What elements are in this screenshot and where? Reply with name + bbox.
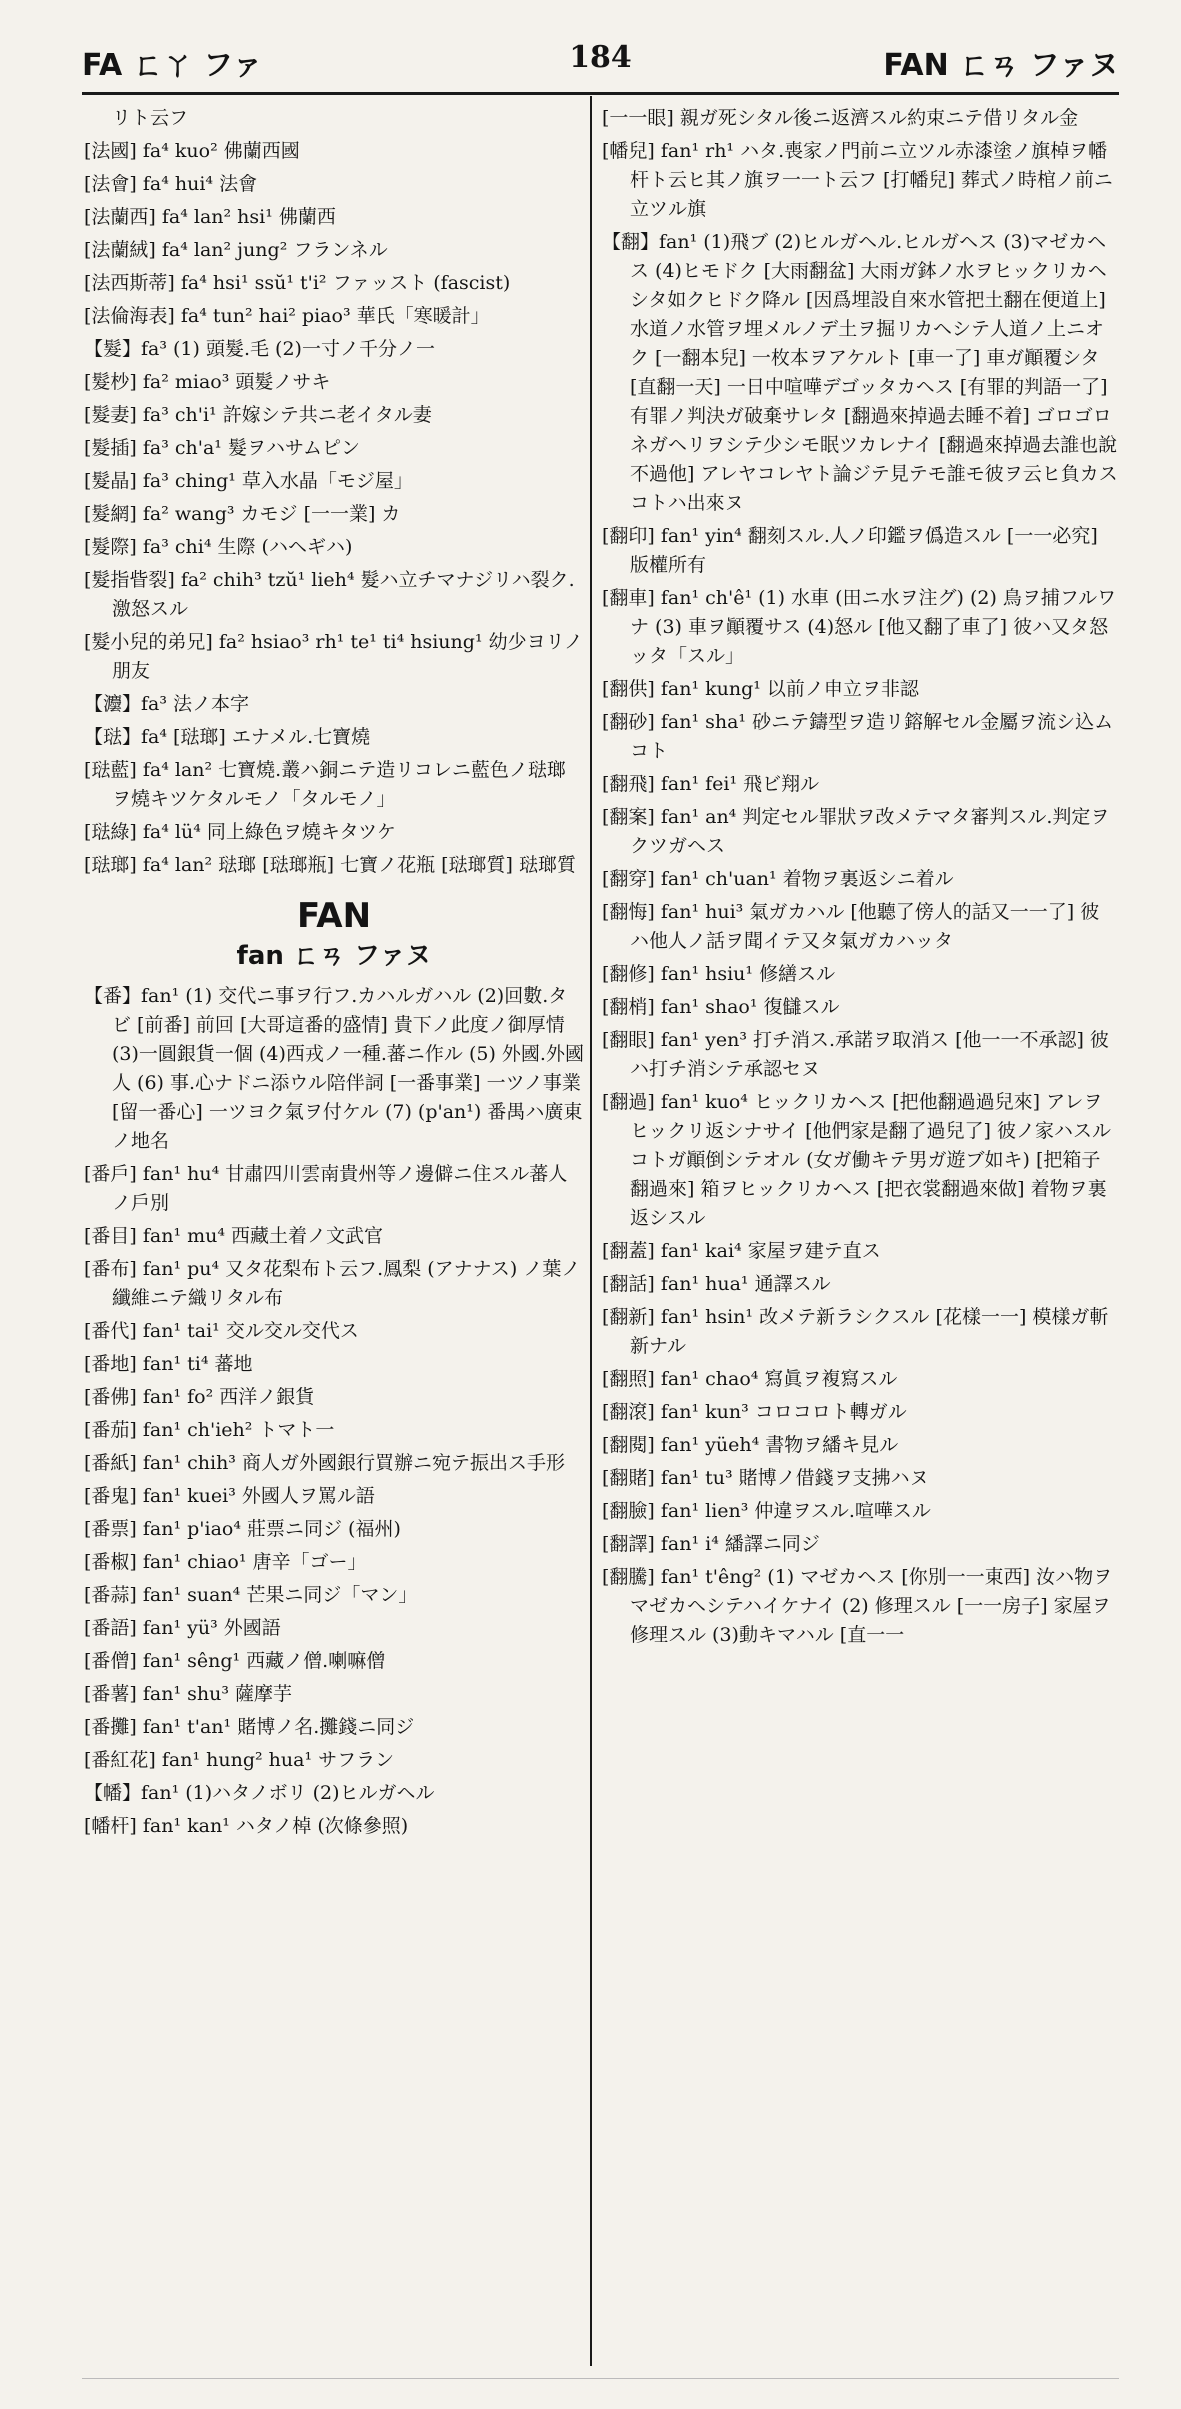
dictionary-entry: [翻賭] fan¹ tu³ 賭博ノ借錢ヲ支拂ハヌ [602, 1467, 929, 1489]
dictionary-entry: [翻供] fan¹ kung¹ 以前ノ申立ヲ非認 [602, 678, 919, 700]
dictionary-entry: [髮小兒的弟兄] fa² hsiao³ rh¹ te¹ ti⁴ hsiung¹ 幼少ヨリノ朋友 [84, 631, 583, 682]
dictionary-entry: [法國] fa⁴ kuo² 佛蘭西國 [84, 140, 300, 162]
dictionary-entry: [翻梢] fan¹ shao¹ 復讎スル [602, 996, 840, 1018]
column-divider [590, 96, 592, 2366]
section-subtitle: fan ㄈㄢ ファヌ [236, 941, 432, 971]
dictionary-entry: [番戶] fan¹ hu⁴ 甘肅四川雲南貴州等ノ邊僻ニ住スル蕃人ノ戶別 [84, 1163, 568, 1214]
section-title: FAN [296, 896, 372, 936]
dictionary-entry: [幡杆] fan¹ kan¹ ハタノ棹 (次條參照) [84, 1815, 409, 1837]
dictionary-entry: [番茄] fan¹ ch'ieh² トマト一 [84, 1419, 335, 1441]
section-heading [84, 894, 584, 974]
dictionary-entry: [翻臉] fan¹ lien³ 仲違ヲスル.喧嘩スル [602, 1500, 931, 1522]
dictionary-entry: [法西斯蒂] fa⁴ hsi¹ ssŭ¹ t'i² ファッスト (fascist) [84, 272, 511, 294]
dictionary-entry: リト云フ [112, 107, 189, 129]
dictionary-entry: [法倫海表] fa⁴ tun² hai² piao³ 華氏「寒暖計」 [84, 305, 490, 327]
dictionary-entry: [翻騰] fan¹ t'êng² (1) マゼカヘス [你別一一東西] 汝ハ物ヲマゼカヘシテハイケナイ (2) 修理スル [一一房子] 家屋ヲ修理スル (3)動キマハル [直一一 [602, 1566, 1113, 1646]
dictionary-entry: [髮杪] fa² miao³ 頭髮ノサキ [84, 371, 331, 393]
dictionary-entry: [翻閱] fan¹ yüeh⁴ 書物ヲ繙キ見ル [602, 1434, 899, 1456]
dictionary-entry: [翻車] fan¹ ch'ê¹ (1) 水車 (田ニ水ヲ注グ) (2) 鳥ヲ捕フルワナ (3) 車ヲ顚覆サス (4)怒ル [他又翻了車了] 彼ハ又タ怒ッタ「スル」 [602, 587, 1117, 667]
dictionary-entry: [法會] fa⁴ hui⁴ 法會 [84, 173, 258, 195]
dictionary-entry: [翻修] fan¹ hsiu¹ 修繕スル [602, 963, 836, 985]
dictionary-entry: [一一眼] 親ガ死シタル後ニ返濟スル約束ニテ借リタル金 [602, 107, 1079, 129]
dictionary-entry: [髮晶] fa³ ching¹ 草入水晶「モジ屋」 [84, 470, 413, 492]
dictionary-entry: [番布] fan¹ pu⁴ 又タ花梨布ト云フ.鳳梨 (アナナス) ノ葉ノ纖維ニテ織リタル布 [84, 1258, 581, 1309]
dictionary-entry: [番椒] fan¹ chiao¹ 唐辛「ゴー」 [84, 1551, 367, 1573]
dictionary-entry: [番紅花] fan¹ hung² hua¹ サフラン [84, 1749, 395, 1771]
dictionary-entry: [琺綠] fa⁴ lü⁴ 同上綠色ヲ燒キタツケ [84, 821, 396, 843]
dictionary-entry: [琺藍] fa⁴ lan² 七寶燒.叢ハ銅ニテ造リコレニ藍色ノ琺瑯ヲ燒キツケタルモノ「タルモノ」 [84, 759, 566, 810]
dictionary-entry: 【琺】fa⁴ [琺瑯] エナメル.七寶燒 [84, 726, 371, 748]
header-rule [82, 92, 1119, 95]
dictionary-entry: [翻飛] fan¹ fei¹ 飛ビ翔ル [602, 773, 820, 795]
page-header [82, 40, 1119, 88]
dictionary-entry: [翻案] fan¹ an⁴ 判定セル罪狀ヲ改メテマタ審判スル.判定ヲクツガヘス [602, 806, 1110, 857]
dictionary-entry: [法蘭西] fa⁴ lan² hsi¹ 佛蘭西 [84, 206, 336, 228]
dictionary-entry: [髮際] fa³ chi⁴ 生際 (ハヘギハ) [84, 536, 353, 558]
dictionary-entry: [番蒜] fan¹ suan⁴ 芒果ニ同ジ「マン」 [84, 1584, 418, 1606]
dictionary-entry: [翻悔] fan¹ hui³ 氣ガカハル [他聽了傍人的話又一一了] 彼ハ他人ノ話ヲ聞イテ又タ氣ガカハッタ [602, 901, 1100, 952]
dictionary-entry: [翻蓋] fan¹ kai⁴ 家屋ヲ建テ直ス [602, 1240, 881, 1262]
dictionary-entry: 【幡】fan¹ (1)ハタノボリ (2)ヒルガヘル [84, 1782, 435, 1804]
dictionary-entry: [翻譯] fan¹ i⁴ 繙譯ニ同ジ [602, 1533, 820, 1555]
dictionary-entry: [翻砂] fan¹ sha¹ 砂ニテ鑄型ヲ造リ鎔解セル金屬ヲ流シ込ムコト [602, 711, 1114, 762]
dictionary-entry: [番鬼] fan¹ kuei³ 外國人ヲ罵ル語 [84, 1485, 375, 1507]
dictionary-entry: [翻穿] fan¹ ch'uan¹ 着物ヲ裏返シニ着ル [602, 868, 954, 890]
dictionary-entry: [番佛] fan¹ fo² 西洋ノ銀貨 [84, 1386, 315, 1408]
right-entries [602, 104, 1118, 1650]
left-entries-fa [84, 104, 584, 880]
dictionary-entry: [番目] fan¹ mu⁴ 西藏土着ノ文武官 [84, 1225, 384, 1247]
dictionary-entry: 【髮】fa³ (1) 頭髮.毛 (2)一寸ノ千分ノ一 [84, 338, 435, 360]
bottom-rule [82, 2378, 1119, 2379]
header-right: FAN ㄈㄢ ファヌ [883, 48, 1119, 83]
dictionary-entry: [翻印] fan¹ yin⁴ 翻刻スル.人ノ印鑑ヲ僞造スル [一一必究] 版權所有 [602, 525, 1098, 576]
dictionary-entry: [翻話] fan¹ hua¹ 通譯スル [602, 1273, 831, 1295]
dictionary-entry: [幡兒] fan¹ rh¹ ハタ.喪家ノ門前ニ立ツル赤漆塗ノ旗棹ヲ幡杆ト云ヒ其ノ旗ヲ一一ト云フ [打幡兒] 葬式ノ時棺ノ前ニ立ツル旗 [602, 140, 1113, 220]
dictionary-entry: [番僧] fan¹ sêng¹ 西藏ノ僧.喇嘛僧 [84, 1650, 386, 1672]
dictionary-entry: [法蘭絨] fa⁴ lan² jung² フランネル [84, 239, 388, 261]
dictionary-entry: 【灋】fa³ 法ノ本字 [84, 693, 250, 715]
dictionary-entry: [番語] fan¹ yü³ 外國語 [84, 1617, 281, 1639]
dictionary-entry: [番票] fan¹ p'iao⁴ 莊票ニ同ジ (福州) [84, 1518, 401, 1540]
header-left: FA ㄈㄚ ファ [82, 48, 263, 83]
dictionary-entry: [番攤] fan¹ t'an¹ 賭博ノ名.攤錢ニ同ジ [84, 1716, 415, 1738]
dictionary-entry: [髮插] fa³ ch'a¹ 髮ヲハサムピン [84, 437, 361, 459]
dictionary-entry: 【番】fan¹ (1) 交代ニ事ヲ行フ.カハルガハル (2)回數.タビ [前番] 前回 [大哥這番的盛情] 貴下ノ此度ノ御厚情 (3)一圓銀貨一個 (4)西戎ノ一種.蕃ニ作ル (5) 外國.外國人 (6) 事.心ナドニ添ウル陪伴詞 [一番事業] 一ツノ事業 [留一番心] 一ツヨク氣ヲ付ケル (7) (p'an¹) 番禺ハ廣東ノ地名 [84, 985, 584, 1152]
left-column [84, 104, 584, 1845]
dictionary-entry: [翻滾] fan¹ kun³ コロコロト轉ガル [602, 1401, 907, 1423]
dictionary-entry: 【翻】fan¹ (1)飛ブ (2)ヒルガヘル.ヒルガヘス (3)マゼカヘス (4)ヒモドク [大雨翻盆] 大雨ガ鉢ノ水ヲヒックリカヘシタ如クヒドク降ル [因爲埋設自來水管把土翻在便道上] 水道ノ水管ヲ埋メルノデ土ヲ掘リカヘシテ人道ノ上ニオク [一翻本兒] 一枚本ヲアケルト [車一了] 車ガ顚覆シタ [直翻一天] 一日中喧嘩デゴッタカヘス [有罪的判語一了] 有罪ノ判決ガ破棄サレタ [翻過來掉過去睡不着] ゴロゴロネガヘリヲシテ少シモ眠ツカレナイ [翻過來掉過去誰也說不過他] アレヤコレヤト論ジテ見テモ誰モ彼ヲ云ヒ負カスコトハ出來ヌ [602, 231, 1118, 514]
dictionary-entry: [髮妻] fa³ ch'i¹ 許嫁シテ共ニ老イタル妻 [84, 404, 432, 426]
dictionary-entry: [番紙] fan¹ chih³ 商人ガ外國銀行買辦ニ宛テ振出ス手形 [84, 1452, 565, 1474]
dictionary-entry: [翻新] fan¹ hsin¹ 改メテ新ラシクスル [花樣一一] 模樣ガ斬新ナル [602, 1306, 1109, 1357]
dictionary-entry: [髮網] fa² wang³ カモジ [一一業] カ [84, 503, 401, 525]
left-entries-fan [84, 982, 584, 1841]
dictionary-entry: [翻過] fan¹ kuo⁴ ヒックリカヘス [把他翻過過兒來] アレヲヒックリ返シナサイ [他們家是翻了過兒了] 彼ノ家ハスルコトガ顚倒シテオル (女ガ働キテ男ガ遊ブ如キ) [把箱子翻過來] 箱ヲヒックリカヘス [把衣裳翻過來做] 着物ヲ裏返シスル [602, 1091, 1112, 1229]
dictionary-entry: [琺瑯] fa⁴ lan² 琺瑯 [琺瑯瓶] 七寶ノ花瓶 [琺瑯質] 琺瑯質 [84, 854, 576, 876]
dictionary-entry: [翻照] fan¹ chao⁴ 寫眞ヲ複寫スル [602, 1368, 898, 1390]
right-column [602, 104, 1118, 1654]
dictionary-entry: [翻眼] fan¹ yen³ 打チ消ス.承諾ヲ取消ス [他一一不承認] 彼ハ打チ消シテ承認セヌ [602, 1029, 1109, 1080]
dictionary-entry: [番地] fan¹ ti⁴ 蕃地 [84, 1353, 253, 1375]
dictionary-entry: [髮指眥裂] fa² chih³ tzŭ¹ lieh⁴ 髮ハ立チマナジリハ裂ク.激怒スル [84, 569, 575, 620]
dictionary-entry: [番代] fan¹ tai¹ 交ル交ル交代ス [84, 1320, 359, 1342]
dictionary-entry: [番薯] fan¹ shu³ 薩摩芋 [84, 1683, 292, 1705]
page-number: 184 [569, 40, 632, 75]
